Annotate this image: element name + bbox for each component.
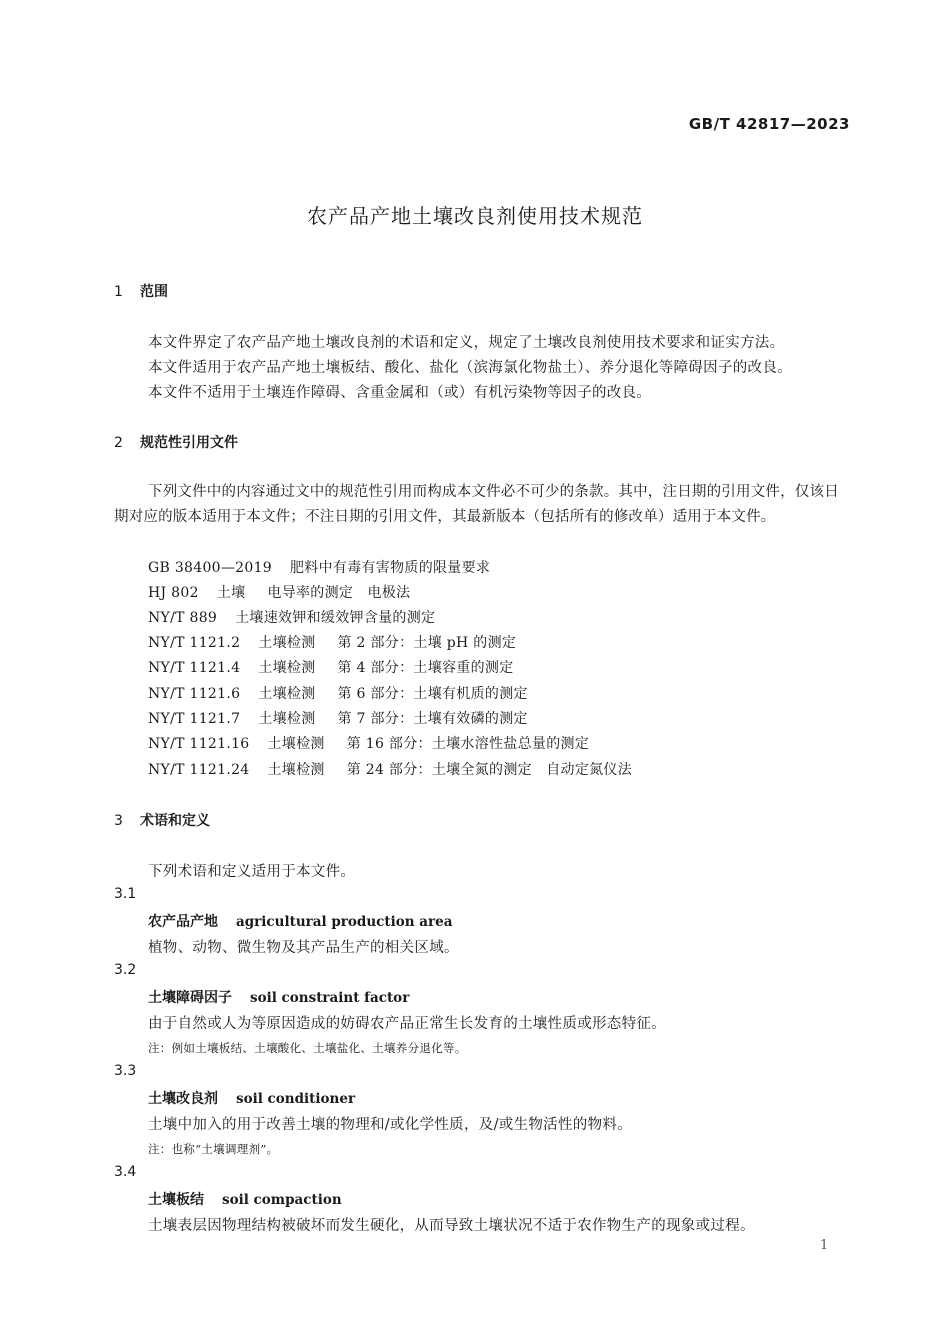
reference-title: 土壤检测	[258, 686, 316, 702]
term-zh: 农产品产地	[148, 914, 218, 930]
reference-item	[148, 582, 410, 602]
term-zh: 土壤改良剂	[148, 1091, 218, 1107]
reference-code: HJ 802	[148, 585, 199, 601]
reference-item	[148, 607, 457, 627]
reference-title: 土壤检测	[267, 736, 325, 752]
reference-subtitle: 第 6 部分：土壤有机质的测定	[337, 686, 528, 702]
term-definition: 土壤表层因物理结构被破坏而发生硬化，从而导致土壤状况不适于农作物生产的现象或过程。	[148, 1218, 755, 1234]
term-zh: 土壤障碍因子	[148, 990, 232, 1006]
page-number: 1	[820, 1238, 829, 1253]
reference-item	[148, 557, 512, 577]
intro-paragraph: 下列术语和定义适用于本文件。	[148, 864, 356, 880]
reference-title: 土壤	[216, 585, 246, 601]
reference-subtitle: 电导率的测定 电极法	[267, 585, 411, 601]
reference-item	[148, 759, 632, 779]
term-number: 3.1	[114, 886, 137, 902]
reference-code: NY/T 1121.7	[148, 711, 241, 727]
term-en: soil compaction	[222, 1192, 342, 1208]
reference-title: 肥料中有毒有害物质的限量要求	[290, 560, 491, 576]
document-title: 农产品产地土壤改良剂使用技术规范	[307, 204, 643, 228]
reference-code: NY/T 1121.6	[148, 686, 241, 702]
reference-item	[148, 683, 528, 703]
reference-subtitle: 第 7 部分：土壤有效磷的测定	[337, 711, 528, 727]
paragraph: 本文件界定了农产品产地土壤改良剂的术语和定义，规定了土壤改良剂使用技术要求和证实方法。	[148, 335, 785, 351]
term-en: agricultural production area	[236, 914, 453, 930]
section-2-heading	[114, 432, 238, 452]
reference-subtitle: 第 16 部分：土壤水溶性盐总量的测定	[346, 736, 590, 752]
section-title: 范围	[140, 284, 168, 300]
reference-item	[148, 708, 528, 728]
term-heading	[148, 1088, 355, 1108]
paragraph: 本文件不适用于土壤连作障碍、含重金属和（或）有机污染物等因子的改良。	[148, 385, 652, 401]
term-number: 3.3	[114, 1063, 137, 1079]
term-number: 3.2	[114, 962, 137, 978]
section-number: 3	[114, 813, 123, 829]
reference-title: 土壤速效钾和缓效钾含量的测定	[235, 610, 436, 626]
reference-subtitle: 第 24 部分：土壤全氮的测定 自动定氮仪法	[346, 762, 633, 778]
reference-item	[148, 733, 589, 753]
section-1-heading	[114, 281, 168, 301]
intro-paragraph: 下列文件中的内容通过文中的规范性引用而构成本文件必不可少的条款。其中，注日期的引用文件，仅该日期对应的版本适用于本文件；不注日期的引用文件，其最新版本（包括所有的修改单）适用于本文件。	[114, 484, 839, 525]
reference-title: 土壤检测	[258, 711, 316, 727]
reference-subtitle: 第 4 部分：土壤容重的测定	[337, 660, 514, 676]
reference-code: NY/T 1121.4	[148, 660, 241, 676]
reference-code: GB 38400—2019	[148, 560, 272, 576]
reference-code: NY/T 1121.16	[148, 736, 250, 752]
term-note: 注：例如土壤板结、土壤酸化、土壤盐化、土壤养分退化等。	[148, 1041, 467, 1055]
term-definition: 由于自然或人为等原因造成的妨碍农产品正常生长发育的土壤性质或形态特征。	[148, 1016, 666, 1032]
term-heading	[148, 1189, 342, 1209]
section-number: 1	[114, 284, 123, 300]
reference-code: NY/T 889	[148, 610, 218, 626]
reference-title: 土壤检测	[267, 762, 325, 778]
section-3-heading	[114, 810, 210, 830]
reference-code: NY/T 1121.24	[148, 762, 250, 778]
section-title: 规范性引用文件	[140, 435, 238, 451]
term-definition: 土壤中加入的用于改善土壤的物理和/或化学性质，及/或生物活性的物料。	[148, 1117, 632, 1133]
term-heading	[148, 911, 452, 931]
term-heading	[148, 987, 409, 1007]
reference-code: NY/T 1121.2	[148, 635, 241, 651]
paragraph: 本文件适用于农产品产地土壤板结、酸化、盐化（滨海氯化物盐土）、养分退化等障碍因子的改良。	[148, 360, 792, 376]
section-number: 2	[114, 435, 123, 451]
section-title: 术语和定义	[140, 813, 210, 829]
term-zh: 土壤板结	[148, 1192, 204, 1208]
term-en: soil constraint factor	[250, 990, 410, 1006]
reference-item	[148, 657, 514, 677]
reference-item	[148, 632, 516, 652]
term-definition: 植物、动物、微生物及其产品生产的相关区域。	[148, 940, 459, 956]
reference-title: 土壤检测	[258, 660, 316, 676]
reference-subtitle: 第 2 部分：土壤 pH 的测定	[337, 635, 517, 651]
standard-number: GB/T 42817—2023	[688, 115, 850, 133]
term-note: 注：也称“土壤调理剂”。	[148, 1142, 279, 1156]
term-en: soil conditioner	[236, 1091, 356, 1107]
term-number: 3.4	[114, 1164, 137, 1180]
reference-title: 土壤检测	[258, 635, 316, 651]
